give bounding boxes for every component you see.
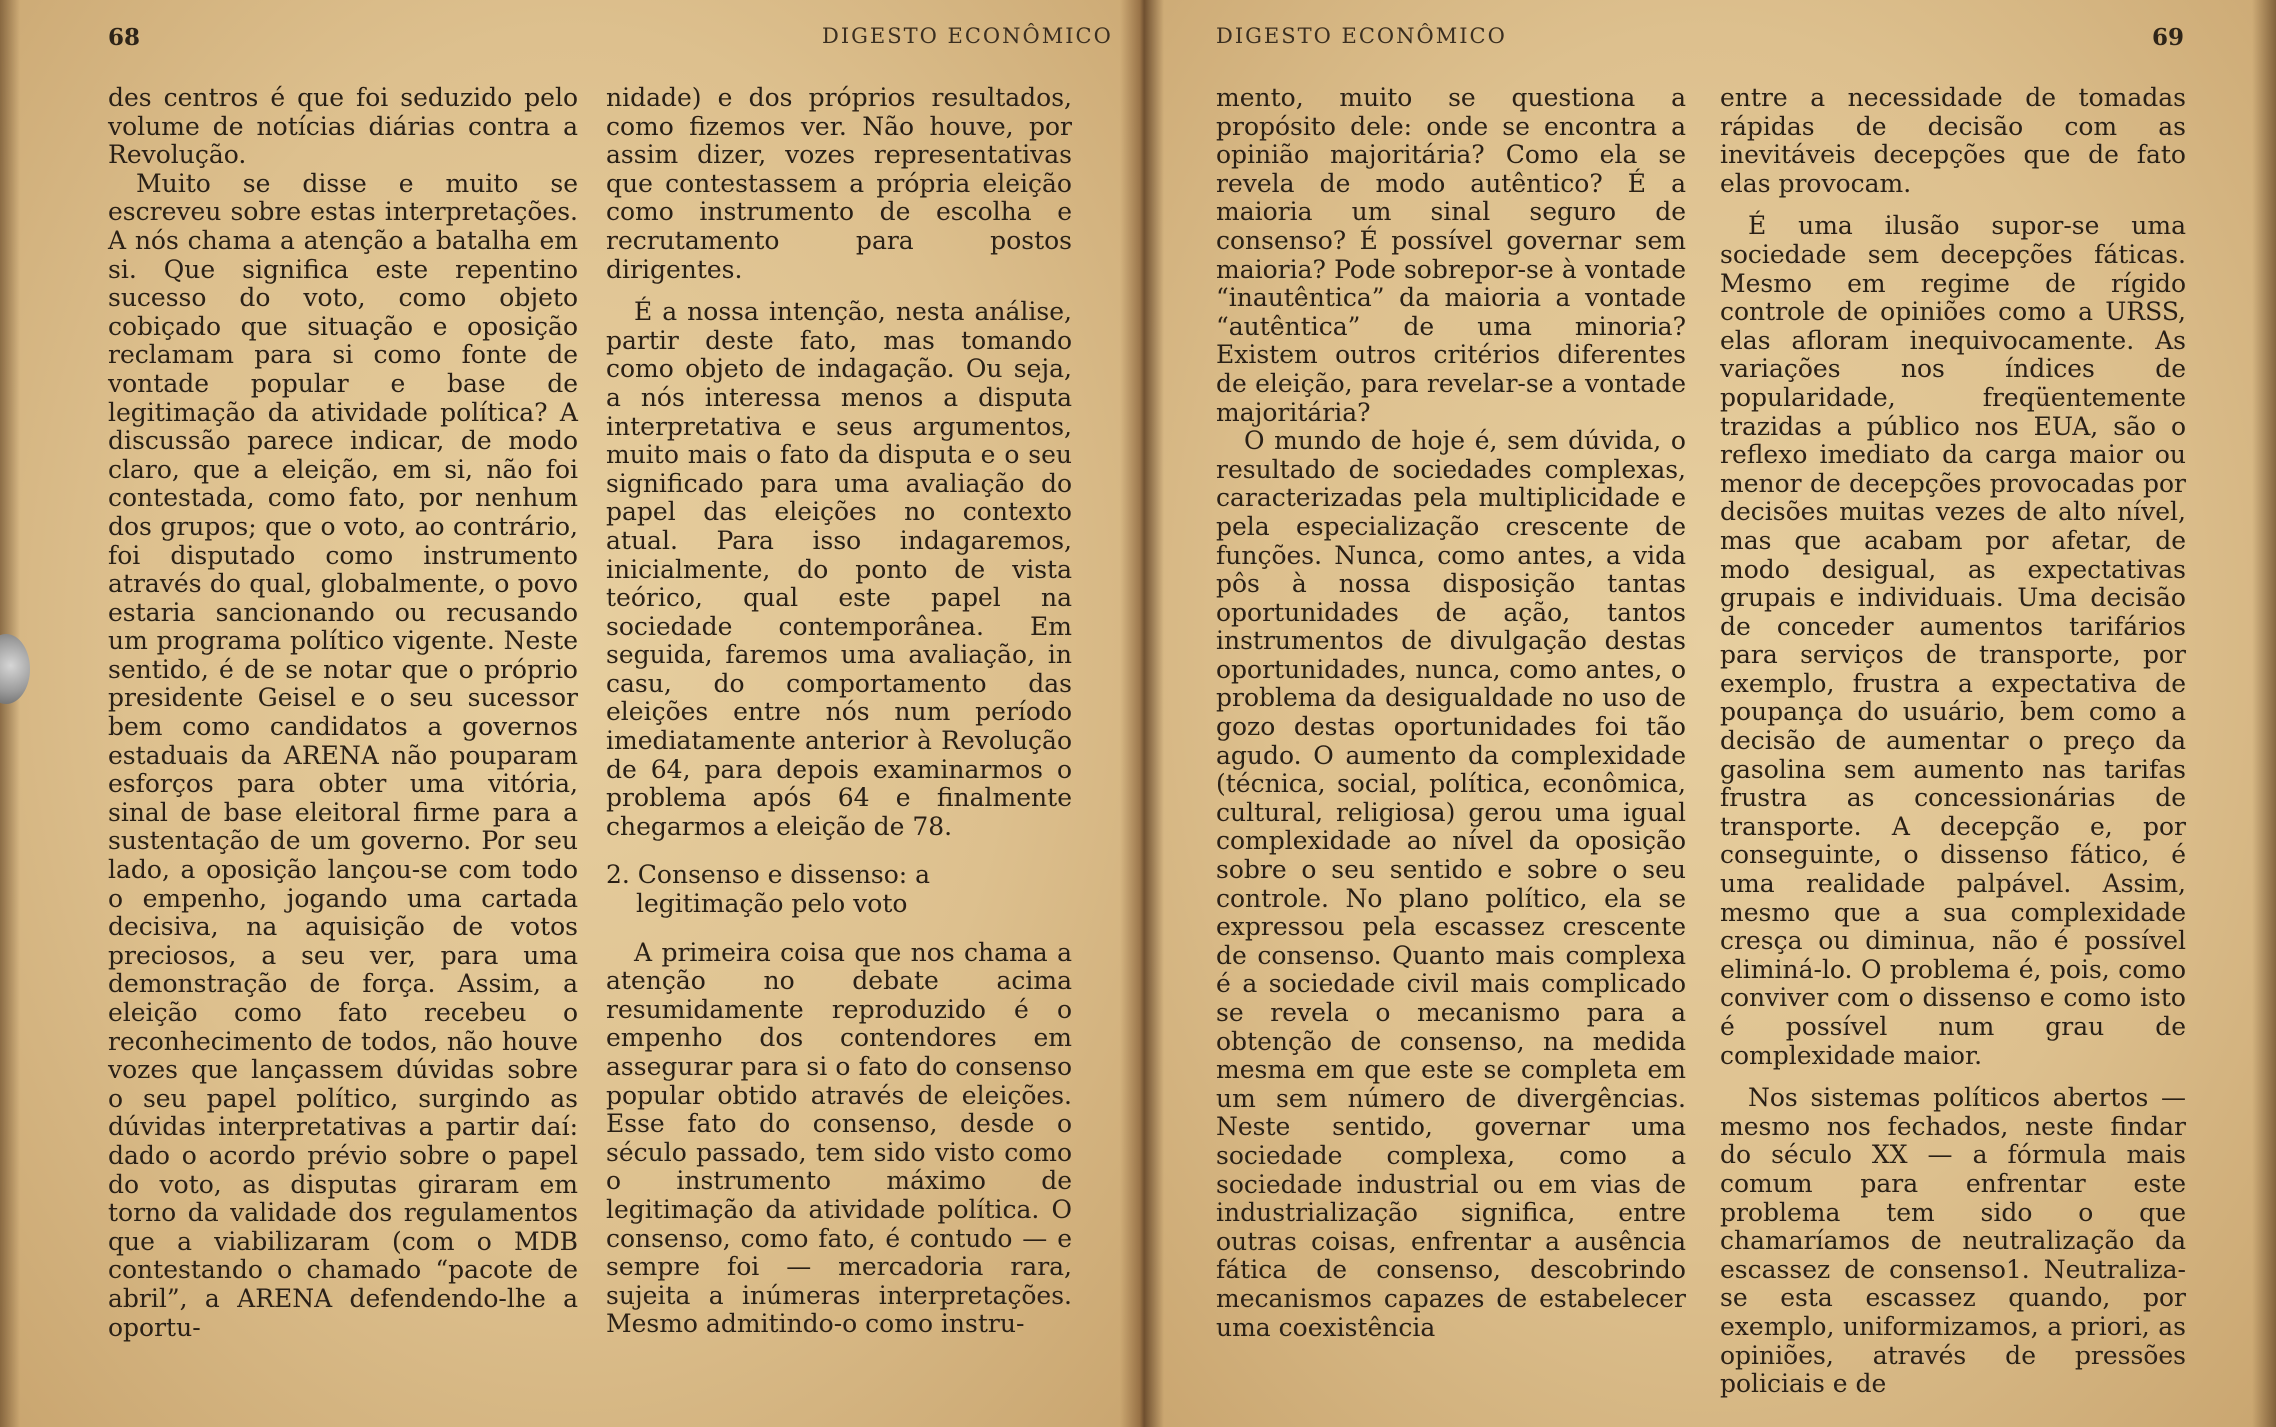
paragraph: nidade) e dos próprios resultados, como fizemos ver. Não houve, por assim dizer, vozes representativas que contestassem a própria eleição como instrumento de escolha e recrutamento para postos dirigentes. [606, 83, 1072, 284]
paragraph: A primeira coisa que nos chama a atenção no debate acima resumidamente reproduzido é o empenho dos contendores em assegurar para si o fato do consenso popular obtido através de eleições. Esse fato do consenso, desde o século passado, tem sido visto como o instrumento máximo de legitimação da atividade política. O consenso, como fato, é contudo — e sempre foi — mercadoria rara, sujeita a inúmeras interpretações. Mesmo admitindo-o como instru- [606, 937, 1072, 1339]
paragraph: É a nossa intenção, nesta análise, partir deste fato, mas tomando como objeto de indagação. Ou seja, a nós interessa menos a disputa interpretativa e seus argumentos, muito mais o fato da disputa e o seu significado para uma avaliação do papel das eleições no contexto atual. Para isso indagaremos, inicialmente, do ponto de vista teórico, qual este papel na sociedade contemporânea. Em seguida, faremos uma avaliação, in casu, do comportamento das eleições entre nós num período imediatamente anterior à Revolução de 64, para depois examinarmos o problema após 64 e finalmente chegarmos a eleição de 78. [606, 297, 1072, 841]
right-page [1140, 0, 2276, 1427]
section-heading: 2. Consenso e dissenso: a legitimação pelo voto [606, 860, 931, 919]
book-gutter [1120, 0, 1164, 1427]
column-right-1 [1216, 84, 1686, 1342]
page-number: 69 [2152, 24, 2185, 51]
binder-ring-icon [0, 634, 30, 704]
running-header: DIGESTO ECONÔMICO [1216, 24, 1507, 48]
paragraph: Muito se disse e muito se escreveu sobre estas interpretações. A nós chama a atenção a batalha em si. Que significa este repentino sucesso do voto, como objeto cobiçado que situação e oposição reclamam para si como fonte de vontade popular e base de legitimação da atividade política? A discussão parece indicar, de modo claro, que a eleição, em si, não foi contestada, como fato, por nenhum dos grupos; que o voto, ao contrário, foi disputado como instrumento através do qual, globalmente, o povo estaria sancionando ou recusando um programa político vigente. Neste sentido, é de se notar que o próprio presidente Geisel e o seu sucessor bem como candidatos a governos estaduais da ARENA não pouparam esforços para obter uma vitória, sinal de base eleitoral firme para a sustentação de um governo. Por seu lado, a oposição lançou-se com todo o empenho, jogando uma cartada decisiva, na aquisição de votos preciosos, a seu ver, para uma demonstração de força. Assim, a eleição como fato recebeu o reconhecimento de todos, não houve vozes que lançassem dúvidas sobre o seu papel político, surgindo as dúvidas interpretativas a partir daí: dado o acordo prévio sobre o papel do voto, as disputas giraram em torno da validade dos regulamentos que a viabilizaram (com o MDB contestando o chamado “pacote de abril”, a ARENA defendendo-lhe a oportu- [108, 168, 578, 1342]
paragraph: O mundo de hoje é, sem dúvida, o resultado de sociedades complexas, caracterizadas pela multiplicidade e pela especialização crescente de funções. Nunca, como antes, a vida pôs à nossa disposição tantas oportunidades de ação, tantos instrumentos de divulgação destas oportunidades, nunca, como antes, o problema da desigualdade no uso de gozo destas oportunidades foi tão agudo. O aumento da complexidade (técnica, social, política, econômica, cultural, religiosa) gerou uma igual complexidade ao nível da oposição sobre o seu sentido e sobre o seu controle. No plano político, ela se expressou pela escassez crescente de consenso. Quanto mais complexa é a sociedade civil mais complicado se revela o mecanismo para a obtenção de consenso, na medida mesma em que este se completa em um sem número de divergências. Neste sentido, governar uma sociedade complexa, como a sociedade industrial ou em vias de industrialização significa, entre outras coisas, enfrentar a ausência fática de consenso, descobrindo mecanismos capazes de estabelecer uma coexistência [1216, 426, 1686, 1342]
page-edge-shadow [0, 0, 20, 1427]
running-header: DIGESTO ECONÔMICO [822, 24, 1113, 48]
column-right-2 [1720, 84, 2186, 1399]
paragraph: É uma ilusão supor-se uma sociedade sem decepções fáticas. Mesmo em regime de rígido controle de opiniões como a URSS, elas afloram inequivocamente. As variações nos índices de popularidade, freqüentemente trazidas a público nos EUA, são o reflexo imediato da carga maior ou menor de decepções provocadas por decisões muitas vezes de alto nível, mas que acabam por afetar, de modo desigual, as expectativas grupais e individuais. Uma decisão de conceder aumentos tarifários para serviços de transporte, por exemplo, frustra a expectativa de poupança do usuário, bem como a decisão de aumentar o preço da gasolina sem aumento nas tarifas frustra as concessionárias de transporte. A decepção e, por conseguinte, o dissenso fático, é uma realidade palpável. Assim, mesmo que a sua complexidade cresça ou diminua, não é possível eliminá-lo. O problema é, pois, como conviver com o dissenso e como isto é possível num grau de complexidade maior. [1720, 211, 2186, 1070]
page-edge-shadow [2252, 0, 2276, 1427]
paragraph: entre a necessidade de tomadas rápidas de decisão com as inevitáveis decepções que de fato elas provocam. [1720, 83, 2186, 198]
column-left-1 [108, 84, 578, 1342]
column-left-2 [606, 84, 1072, 1339]
page-number: 68 [108, 24, 141, 51]
paragraph: Nos sistemas políticos abertos — mesmo nos fechados, neste findar do século XX — a fórmula mais comum para enfrentar este problema tem sido o que chamaríamos de neutralização da escassez de consenso1. Neutraliza-se esta escassez quando, por exemplo, uniformizamos, a priori, as opiniões, através de pressões policiais e de [1720, 1083, 2186, 1399]
paragraph: des centros é que foi seduzido pelo volume de notícias diárias contra a Revolução. [108, 83, 578, 170]
paragraph: mento, muito se questiona a propósito dele: onde se encontra a opinião majoritária? Como ela se revela de modo autêntico? É a maioria um sinal seguro de consenso? É possível governar sem maioria? Pode sobrepor-se à vontade “inautêntica” da maioria a vontade “autêntica” de uma minoria? Existem outros critérios diferentes de eleição, para revelar-se a vontade majoritária? [1216, 83, 1686, 427]
